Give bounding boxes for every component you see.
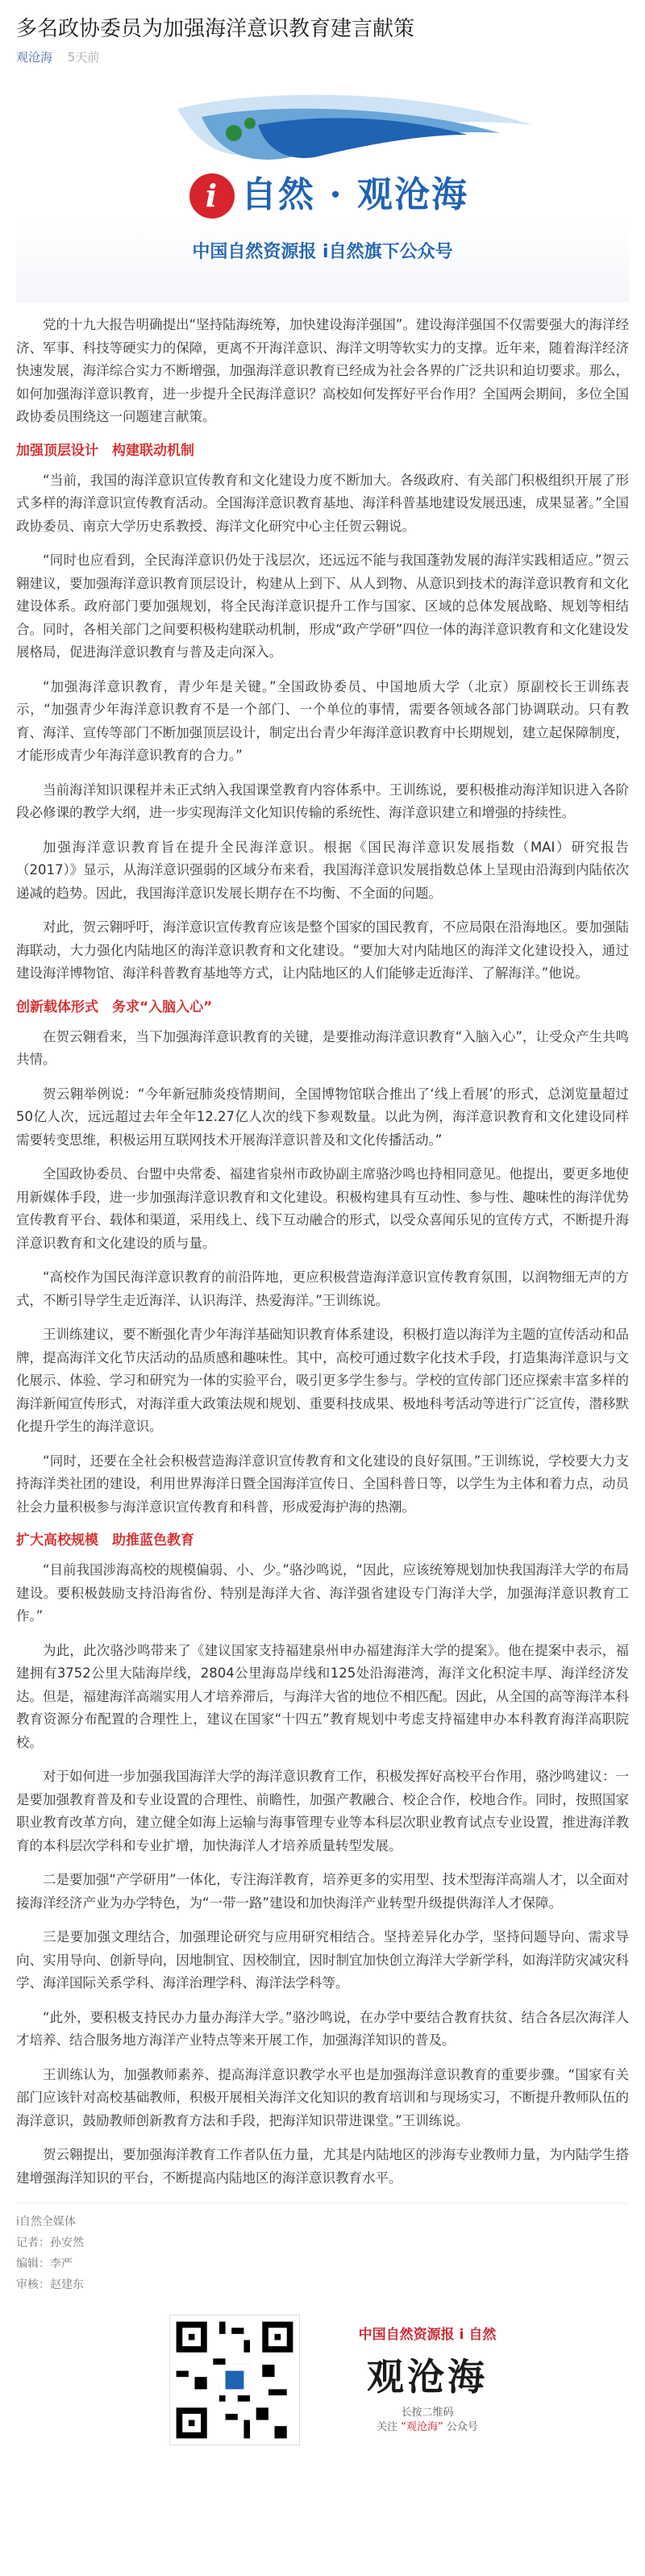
paragraph: 贺云翱举例说：“今年新冠肺炎疫情期间，全国博物馆联合推出了‘线上看展’的形式，总浏览量超过50亿人次，远远超过去年全年12.27亿人次的线下参观数量。以此为例，海洋意识教育和文化建设同样需要转变思维，积极运用互联网技术开展海洋意识普及和文化传播活动。” bbox=[16, 1086, 629, 1148]
article-footer bbox=[16, 2203, 629, 2295]
section-heading: 加强顶层设计 构建联动机制 bbox=[16, 442, 194, 459]
paragraph: 全国政协委员、台盟中央常委、福建省泉州市政协副主席骆沙鸣也持相同意见。他提出，要更多地使用新媒体手段，进一步加强海洋意识教育和文化建设。积极构建具有互动性、参与性、趣味性的海洋优势宣传教育平台、载体和渠道，采用线上、线下互动融合的形式，以受众喜闻乐见的宣传方式，不断提升海洋意识教育和文化建设的质与量。 bbox=[16, 1166, 629, 1251]
paragraph: 王训练建议，要不断强化青少年海洋基础知识教育体系建设，积极打造以海洋为主题的宣传活动和品牌，提高海洋文化节庆活动的品质感和趣味性。其中，高校可通过数字化技术手段，打造集海洋意识与文化展示、体验、学习和研究为一体的实验平台，吸引更多学生参与。学校的宣传部门还应探索丰富多样的海洋新闻宣传形式，对海洋重大政策法规和规划、重要科技成果、极地科考活动等进行广泛宣传，潜移默化提升学生的海洋意识。 bbox=[16, 1327, 629, 1434]
paragraph: 加强海洋意识教育旨在提升全民海洋意识。根据《国民海洋意识发展指数（MAI）研究报告（2017）》显示，从海洋意识强弱的区域分布来看，我国海洋意识发展指数总体上呈现由沿海到内陆依次递减的趋势。因此，我国海洋意识发展长期存在不均衡、不全面的问题。 bbox=[16, 839, 629, 901]
footer-editor: 编辑：李严 bbox=[16, 2257, 73, 2270]
qr-code-icon[interactable] bbox=[169, 2315, 300, 2445]
article-title: 多名政协委员为加强海洋意识教育建言献策 bbox=[16, 17, 415, 41]
section-heading: 创新载体形式 务求“入脑入心” bbox=[16, 998, 213, 1015]
qr-follow-suffix: 公众号 bbox=[443, 2421, 478, 2433]
paragraph: 王训练认为，加强教师素养、提高海洋意识教学水平也是加强海洋意识教育的重要步骤。“国家有关部门应该针对高校基础教师，积极开展相关海洋文化知识的教育培训和与现场实习，不断提升教师队伍的海洋意识，鼓励教师创新教育方法和手段，把海洋知识带进课堂。”王训练说。 bbox=[16, 2066, 629, 2128]
paragraph: 贺云翱提出，要加强海洋教育工作者队伍力量，尤其是内陆地区的涉海专业教师力量，为内陆学生搭建增强海洋知识的平台，不断提高内陆地区的海洋意识教育水平。 bbox=[16, 2147, 629, 2186]
footer-source: i自然全媒体 bbox=[16, 2203, 629, 2232]
qr-brand-line3 bbox=[347, 2406, 508, 2435]
qr-follow bbox=[347, 2420, 508, 2435]
publish-time: 5天前 bbox=[67, 50, 100, 65]
footer-writer: 记者：孙安然 bbox=[16, 2236, 84, 2249]
paragraph: “目前我国涉海高校的规模偏弱、小、少。”骆沙鸣说，“因此，应该统筹规划加快我国海洋大学的布局建设。要积极鼓励支持沿海省份、特别是海洋大省、海洋强省建设专门海洋大学，加强海洋意识教育工作。” bbox=[16, 1562, 629, 1624]
paragraph: “此外，要积极支持民办力量办海洋大学。”骆沙鸣说，在办学中要结合教育扶贫、结合各层次海洋人才培养、结合服务地方海洋产业特点等来开展工作，加强海洋知识的普及。 bbox=[16, 2009, 629, 2048]
qr-brand-logo bbox=[347, 2323, 508, 2435]
paragraph: 当前海洋知识课程并未正式纳入我国课堂教育内容体系中。王训练说，要积极推动海洋知识进入各阶段必修课的教学大纲，进一步实现海洋文化知识传输的系统性、海洋意识建立和增强的持续性。 bbox=[16, 782, 629, 820]
paragraph: 三是要加强文理结合，加强理论研究与应用研究相结合。坚持差异化办学，坚持问题导向、需求导向、实用导向、创新导向，因地制宜、因校制宜，因时制宜加快创立海洋大学新学科，如海洋防灾减灾科学、海洋国际关系学科、海洋治理学科、海洋法学科等。 bbox=[16, 1929, 629, 1990]
qr-brand-line2: 观沧海 bbox=[367, 2355, 488, 2399]
paragraph: 为此，此次骆沙鸣带来了《建议国家支持福建泉州申办福建海洋大学的提案》。他在提案中表示，福建拥有3752公里大陆海岸线，2804公里海岛岸线和125处沿海港湾，海洋文化积淀丰厚、海洋经济发达。但是，福建海洋高端实用人才培养滞后，与海洋大省的地位不相匹配。因此，从全国的高等海洋本科教育资源分布配置的合理性上，建议在国家“十四五”教育规划中考虑支持福建申办本科教育海洋高职院校。 bbox=[16, 1642, 629, 1750]
paragraph: 对此，贺云翱呼吁，海洋意识宣传教育应该是整个国家的国民教育，不应局限在沿海地区。要加强陆海联动，大力强化内陆地区的海洋意识教育和文化建设。“要加大对内陆地区的海洋文化建设投入，通过建设海洋博物馆、海洋科普教育基地等方式，让内陆地区的人们能够走近海洋、了解海洋。”他说。 bbox=[16, 919, 629, 981]
brand-logo bbox=[189, 165, 468, 219]
paragraph: “高校作为国民海洋意识教育的前沿阵地，更应积极营造海洋意识宣传教育氛围，以润物细无声的方式，不断引导学生走近海洋、认识海洋、热爱海洋。”王训练说。 bbox=[16, 1269, 629, 1308]
section-heading: 扩大高校规模 助推蓝色教育 bbox=[16, 1532, 194, 1549]
paragraph: 在贺云翱看来，当下加强海洋意识教育的关键，是要推动海洋意识教育“入脑入心”，让受众产生共鸣共情。 bbox=[16, 1028, 629, 1067]
paragraph: 二是要加强“产学研用”一体化，专注海洋教育，培养更多的实用型、技术型海洋高端人才，以全面对接海洋经济产业为办学特色，为“一带一路”建设和加快海洋产业转型升级提供海洋人才保障。 bbox=[16, 1872, 629, 1911]
article-page bbox=[16, 15, 629, 2476]
qr-hint: 长按二维码 bbox=[401, 2407, 454, 2419]
qr-brand-line1: 中国自然资源报 i 自然 bbox=[358, 2327, 497, 2343]
author-link[interactable]: 观沧海 bbox=[16, 50, 53, 65]
qr-account-name: “观沧海” bbox=[401, 2421, 443, 2433]
qr-section bbox=[16, 2315, 629, 2476]
paragraph: “加强海洋意识教育，青少年是关键。”全国政协委员、中国地质大学（北京）原副校长王训练表示，“加强青少年海洋意识教育不是一个部门、一个单位的事情，需要各领域各部门协调联动。只有教育、海洋、宣传等部门不断加强顶层设计，制定出台青少年海洋意识教育中长期规划，建立起保障制度，才能形成青少年海洋意识教育的合力。” bbox=[16, 678, 629, 763]
qr-follow-prefix: 关注 bbox=[377, 2421, 402, 2433]
paragraph: “当前，我国的海洋意识宣传教育和文化建设力度不断加大。各级政府、有关部门积极组织开展了形式多样的海洋意识宣传教育活动。全国海洋意识教育基地、海洋科普基地建设发展迅速，成果显著。”全国政协委员、南京大学历史系教授、海洋文化研究中心主任贺云翱说。 bbox=[16, 472, 629, 534]
brand-name: 自然 · 观沧海 bbox=[241, 174, 468, 215]
header-banner bbox=[16, 77, 629, 302]
paragraph: 对于如何进一步加强我国海洋大学的海洋意识教育工作，积极发挥好高校平台作用，骆沙鸣建议：一是要加强教育普及和专业设置的合理性、前瞻性，加强产教融合、校企合作，校地合作。同时，按照国家职业教育改革方向，建立健全如海上运输与海事管理专业等本科层次职业教育试点专业设置，推进海洋教育的本科层次学科和专业扩增，加快海洋人才培养质量转型发展。 bbox=[16, 1769, 629, 1853]
brand-i-mark: i bbox=[189, 173, 235, 219]
paragraph: “同时也应看到，全民海洋意识仍处于浅层次，还远远不能与我国蓬勃发展的海洋实践相适应。”贺云翱建议，要加强海洋意识教育顶层设计，构建从上到下、从人到物、从意识到技术的海洋意识教育和文化建设体系。政府部门要加强规划，将全民海洋意识提升工作与国家、区域的总体发展战略、规划等相结合。同时，各相关部门之间要积极构建联动机制，形成“政产学研”四位一体的海洋意识教育和文化建设发展格局，促进海洋意识教育与普及走向深入。 bbox=[16, 552, 629, 660]
paragraph: “同时，还要在全社会积极营造海洋意识宣传教育和文化建设的良好氛围。”王训练说，学校要大力支持海洋类社团的建设，利用世界海洋日暨全国海洋宣传日、全国科普日等，以学生为主体和着力点，动员社会力量积极参与海洋意识宣传教育和科普，形成爱海护海的热潮。 bbox=[16, 1453, 629, 1515]
article-meta bbox=[16, 48, 629, 65]
footer-reviewer: 审核：赵建东 bbox=[16, 2278, 84, 2291]
article-body bbox=[16, 314, 629, 2190]
paragraph: 党的十九大报告明确提出“坚持陆海统筹，加快建设海洋强国”。建设海洋强国不仅需要强大的海洋经济、军事、科技等硬实力的保障，更离不开海洋意识、海洋文明等软实力的支撑。近年来，随着海洋经济快速发展，海洋综合实力不断增强，加强海洋意识教育已经成为社会各界的广泛共识和迫切要求。那么，如何加强海洋意识教育，进一步提升全民海洋意识？高校如何发挥好平台作用？全国两会期间，多位全国政协委员围绕这一问题建言献策。 bbox=[16, 317, 629, 424]
banner-subtitle: 中国自然资源报 i自然旗下公众号 bbox=[192, 242, 453, 262]
